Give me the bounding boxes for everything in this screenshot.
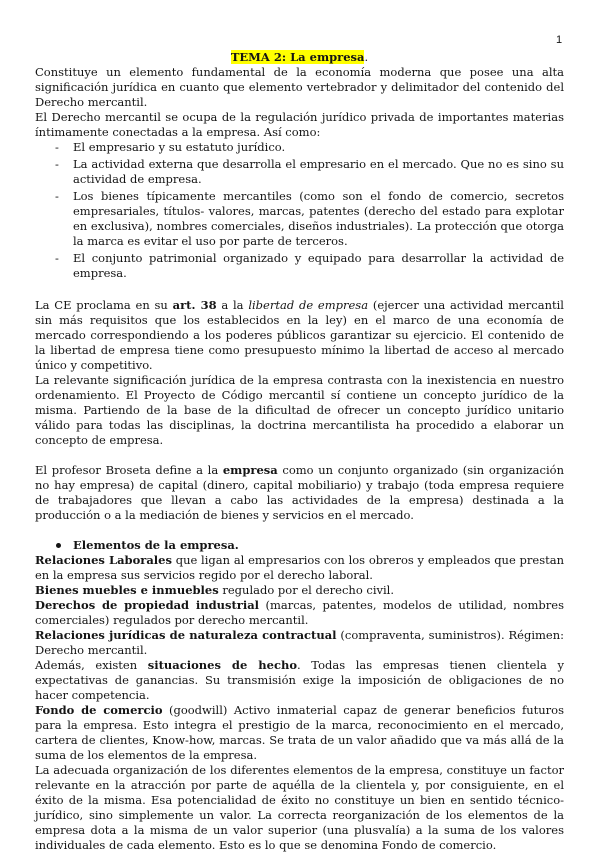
list-item: - El conjunto patrimonial organizado y equipado para desarrollar la actividad de empresa. xyxy=(55,251,564,280)
title-line: TEMA 2: La empresa. xyxy=(230,50,369,64)
page-title: TEMA 2: La empresa xyxy=(230,50,365,64)
element-laborales: Relaciones Laborales que ligan al empresarios con los obreros y empleados que prestan en la empresa sus servicios regido por el derecho laboral. xyxy=(35,553,564,582)
ce-paragraph: La CE proclama en su art. 38 a la libertad de empresa (ejercer una actividad mercantil sin más requisitos que los establecidos en la ley) en el marco de una economía de mercado correspondiendo a los poderes públicos garantizar su ejercicio. El contenido de la libertad de empresa tiene como presupuesto mínimo la libertad de acceso al mercado único y competitivo. xyxy=(35,298,564,372)
element-hecho: Además, existen situaciones de hecho. Todas las empresas tienen clientela y expectativas de ganancias. Su transmisión exige la imposición de obligaciones de no hacer competencia. xyxy=(35,658,564,702)
intro-paragraph: Constituye un elemento fundamental de la economía moderna que posee una alta significación jurídica en cuanto que elemento vertebrador y delimitador del contenido del Derecho mercantil. xyxy=(35,65,564,109)
element-fondo: Fondo de comercio (goodwill) Activo inmaterial capaz de generar beneficios futuros para la empresa. Esto integra el prestigio de la marca, reconocimiento en el mercado, cartera de clientes, Know-how, marcas. Se trata de un valor añadido que va más allá de la suma de los elementos de la empresa. xyxy=(35,703,565,762)
document-body xyxy=(35,50,564,853)
element-contractual: Relaciones jurídicas de naturaleza contractual (compraventa, suministros). Régimen: Derecho mercantil. xyxy=(35,628,564,657)
list-item: - El empresario y su estatuto jurídico. xyxy=(55,140,286,154)
topics-list xyxy=(35,140,564,281)
intro-paragraph-2: El Derecho mercantil se ocupa de la regulación jurídico privada de importantes materias íntimamente conectadas a la empresa. Así como: xyxy=(35,110,564,139)
list-item: - Los bienes típicamente mercantiles (como son el fondo de comercio, secretos empresariales, títulos- valores, marcas, patentes (derecho del estado para explotar en exclusiva), nombres comerciales, diseños industriales). La protección que otorga la marca es evitar el uso por parte de terceros. xyxy=(55,189,564,248)
element-bienes: Bienes muebles e inmuebles regulado por el derecho civil. xyxy=(35,583,395,597)
list-item: - La actividad externa que desarrolla el empresario en el mercado. Que no es sino su actividad de empresa. xyxy=(55,157,564,186)
ce-paragraph-2: La relevante significación jurídica de la empresa contrasta con la inexistencia en nuestro ordenamiento. El Proyecto de Código mercantil sí contiene un concepto jurídico de la misma. Partiendo de la base de la dificultad de ofrecer un concepto jurídico unitario válido para todas las disciplinas, la doctrina mercantilista ha procedido a elaborar un concepto de empresa. xyxy=(35,373,564,447)
section-heading: Elementos de la empresa. xyxy=(35,538,564,553)
final-paragraph: La adecuada organización de los diferentes elementos de la empresa, constituye un factor relevante en la atracción por parte de aquélla de la clientela y, por consiguiente, en el éxito de la misma. Esa potencialidad de éxito no constituye un bien en sentido técnico-jurídico, sino simplemente un valor. La correcta reorganización de los elementos de la empresa dota a la misma de un valor superior (una plusvalía) a la suma de los valores individuales de cada elemento. Esto es lo que se denomina Fondo de comercio. xyxy=(35,763,564,852)
page-number: 1 xyxy=(556,34,563,46)
bullet-icon xyxy=(56,543,61,548)
broseta-paragraph: El profesor Broseta define a la empresa como un conjunto organizado (sin organización no hay empresa) de capital (dinero, capital mobiliario) y trabajo (toda empresa requiere de trabajadores que llevan a cabo las actividades de la empresa) destinada a la producción o a la mediación de bienes y servicios en el mercado. xyxy=(35,463,564,522)
element-propiedad: Derechos de propiedad industrial (marcas, patentes, modelos de utilidad, nombres comerciales) regulados por derecho mercantil. xyxy=(35,598,564,627)
